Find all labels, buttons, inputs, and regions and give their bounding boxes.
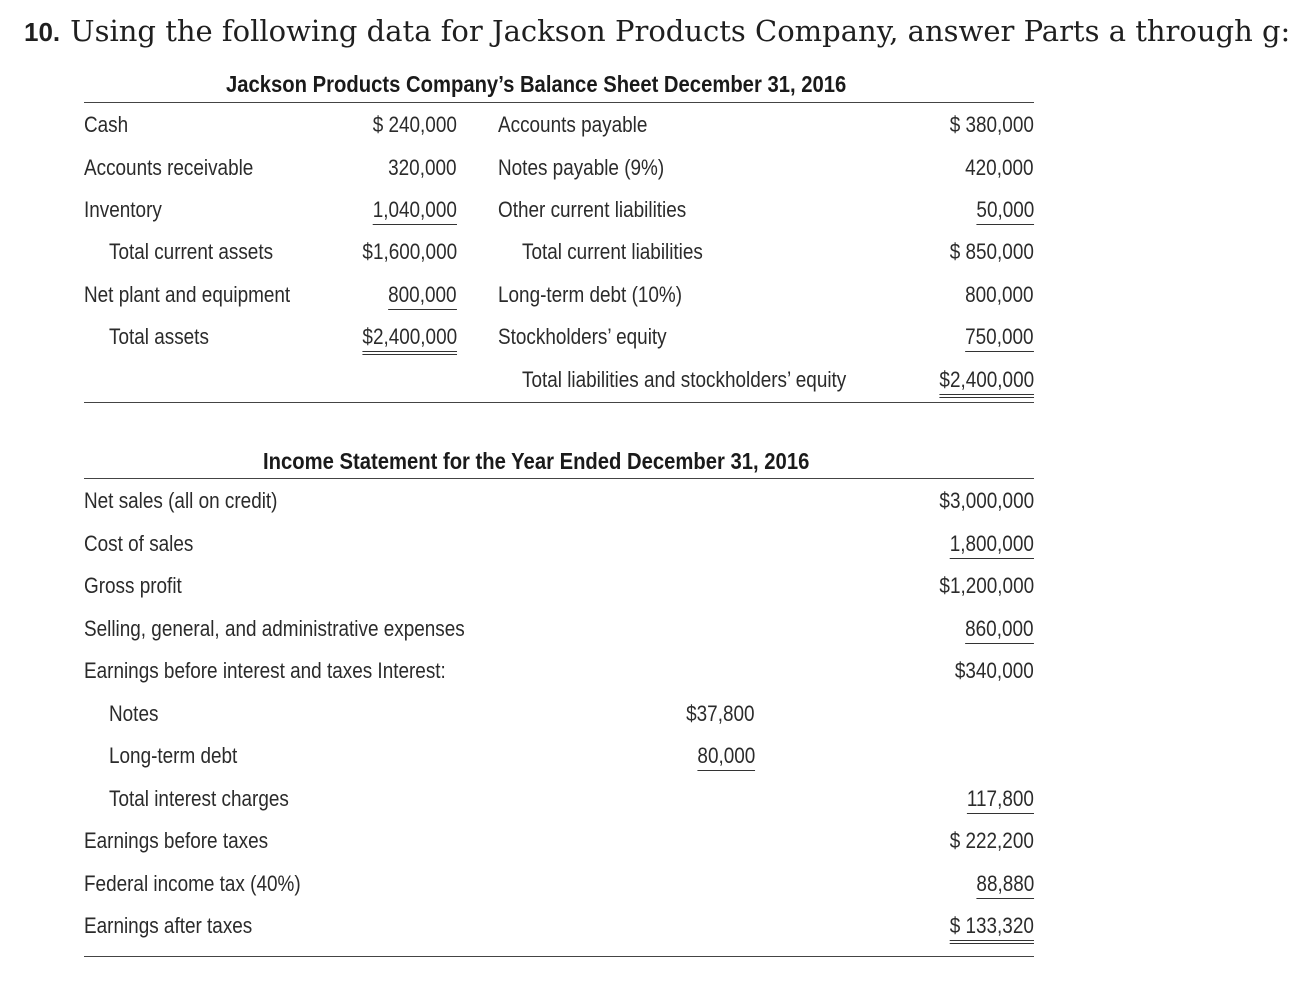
asset-label-net-plant: Net plant and equipment <box>84 282 291 307</box>
asset-label-inventory: Inventory <box>84 197 162 222</box>
income-label-sga: Selling, general, and administrative expenses <box>84 616 465 641</box>
liability-value-total-current: $ 850,000 <box>949 239 1034 264</box>
income-statement-title: Income Statement for the Year Ended December 31, 2016 <box>263 448 810 474</box>
income-label-total-interest: Total interest charges <box>109 786 289 811</box>
income-value-net-sales: $3,000,000 <box>939 488 1034 513</box>
liability-label-total-liabilities-equity: Total liabilities and stockholders’ equity <box>522 367 847 392</box>
income-label-earnings-after-taxes: Earnings after taxes <box>84 913 253 938</box>
asset-label-accounts-receivable: Accounts receivable <box>84 155 254 180</box>
asset-value-total-current-assets: $1,600,000 <box>362 239 457 264</box>
asset-value-inventory: 1,040,000 <box>373 197 457 225</box>
income-label-gross-profit: Gross profit <box>84 573 182 598</box>
balance-sheet-top-rule <box>84 102 1034 103</box>
income-label-net-sales: Net sales (all on credit) <box>84 488 278 513</box>
income-statement-top-rule <box>84 478 1034 479</box>
asset-label-total-current-assets: Total current assets <box>109 239 274 264</box>
question-number: 10. <box>24 17 61 47</box>
liability-value-other-current: 50,000 <box>976 197 1034 225</box>
asset-label-cash: Cash <box>84 112 129 137</box>
liability-value-stockholders-equity: 750,000 <box>966 324 1034 352</box>
income-value-ebit: $340,000 <box>955 658 1034 683</box>
asset-value-cash: $ 240,000 <box>372 112 457 137</box>
income-value-sga: 860,000 <box>966 616 1034 644</box>
income-subvalue-interest-long-term-debt: 80,000 <box>697 743 755 771</box>
asset-value-total-assets: $2,400,000 <box>362 324 457 355</box>
liability-value-accounts-payable: $ 380,000 <box>949 112 1034 137</box>
balance-sheet-bottom-rule <box>84 402 1034 403</box>
income-label-interest-notes: Notes <box>109 701 159 726</box>
liability-label-other-current: Other current liabilities <box>498 197 687 222</box>
question-heading <box>24 14 1290 48</box>
income-value-gross-profit: $1,200,000 <box>939 573 1034 598</box>
income-value-earnings-after-taxes: $ 133,320 <box>950 913 1034 944</box>
income-label-cost-of-sales: Cost of sales <box>84 531 194 556</box>
liability-value-long-term-debt: 800,000 <box>965 282 1034 307</box>
income-subvalue-interest-notes: $37,800 <box>686 701 755 726</box>
income-value-earnings-before-taxes: $ 222,200 <box>949 828 1034 853</box>
income-label-ebit: Earnings before interest and taxes Interest: <box>84 658 446 683</box>
income-value-total-interest: 117,800 <box>967 786 1034 814</box>
income-value-federal-tax: 88,880 <box>976 871 1034 899</box>
liability-label-total-current: Total current liabilities <box>522 239 703 264</box>
balance-sheet-title: Jackson Products Company’s Balance Sheet December 31, 2016 <box>226 71 847 97</box>
liability-label-stockholders-equity: Stockholders’ equity <box>498 324 667 349</box>
asset-value-accounts-receivable: 320,000 <box>388 155 457 180</box>
asset-value-net-plant: 800,000 <box>389 282 457 310</box>
income-statement-bottom-rule <box>84 956 1034 957</box>
liability-value-total-liabilities-equity: $2,400,000 <box>939 367 1034 398</box>
liability-label-accounts-payable: Accounts payable <box>498 112 648 137</box>
income-value-cost-of-sales: 1,800,000 <box>950 531 1034 559</box>
income-label-earnings-before-taxes: Earnings before taxes <box>84 828 269 853</box>
income-label-interest-long-term-debt: Long-term debt <box>109 743 238 768</box>
asset-label-total-assets: Total assets <box>109 324 209 349</box>
liability-value-notes-payable: 420,000 <box>965 155 1034 180</box>
liability-label-long-term-debt: Long-term debt (10%) <box>498 282 683 307</box>
liability-label-notes-payable: Notes payable (9%) <box>498 155 665 180</box>
income-label-federal-tax: Federal income tax (40%) <box>84 871 301 896</box>
question-text: Using the following data for Jackson Products Company, answer Parts a through g: <box>70 14 1290 48</box>
